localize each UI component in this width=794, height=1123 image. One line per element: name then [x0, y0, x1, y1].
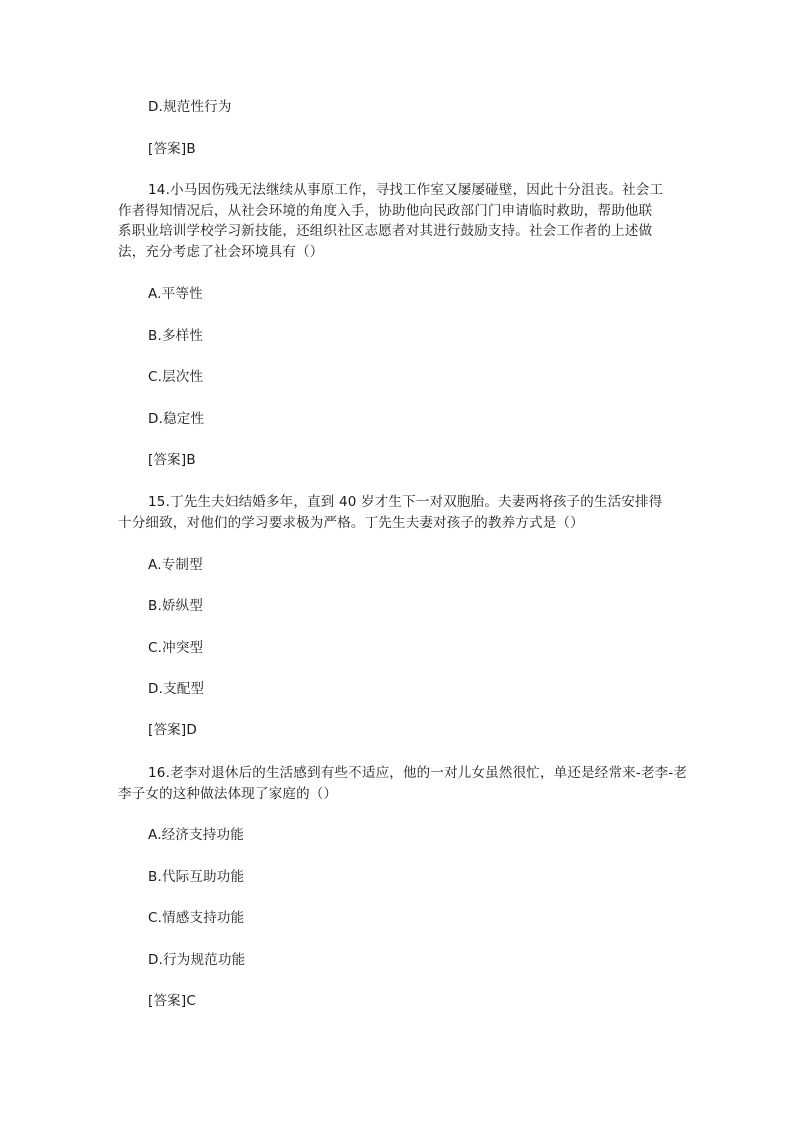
- q16-stem: [118, 763, 698, 804]
- q16-answer: [答案]C: [148, 993, 196, 1009]
- q16-option-d: D.行为规范功能: [148, 952, 246, 968]
- q16-option-a: A.经济支持功能: [148, 827, 244, 843]
- q14-option-d: D.稳定性: [148, 411, 205, 427]
- q15-option-b: B.娇纵型: [148, 598, 204, 614]
- q14-stem-line: 系职业培训学校学习新技能，还组织社区志愿者对其进行鼓励支持。社会工作者的上述做: [118, 223, 653, 239]
- q16-stem-line: 李子女的这种做法体现了家庭的（）: [118, 785, 338, 802]
- q16-option-b: B.代际互助功能: [148, 869, 245, 885]
- q14-answer: [答案]B: [148, 452, 196, 468]
- q14-stem-line: 法，充分考虑了社会环境具有（）: [118, 243, 324, 260]
- q15-option-a: A.专制型: [148, 557, 203, 573]
- q14-option-a: A.平等性: [148, 286, 203, 302]
- q15-stem-line: 十分细致，对他们的学习要求极为严格。丁先生夫妻对孩子的教养方式是（）: [118, 514, 584, 531]
- q14-option-c: C.层次性: [148, 369, 204, 385]
- q14-option-b: B.多样性: [148, 328, 204, 344]
- q13-answer: [答案]B: [148, 141, 196, 157]
- q15-stem-line: 15.丁先生夫妇结婚多年，直到 40 岁才生下一对双胞胎。夫妻两将孩子的生活安排得: [148, 494, 663, 510]
- q15-stem: [118, 492, 698, 533]
- q14-stem-line: 14.小马因伤残无法继续从事原工作，寻找工作室又屡屡碰壁，因此十分沮丧。社会工: [148, 182, 664, 198]
- q14-stem-line: 作者得知情况后，从社会环境的角度入手，协助他向民政部门门申请临时救助，帮助他联: [118, 202, 653, 219]
- q16-option-c: C.情感支持功能: [148, 910, 245, 926]
- q14-stem: [118, 180, 698, 262]
- q13-option-d: D.规范性行为: [148, 99, 232, 115]
- q15-option-d: D.支配型: [148, 681, 205, 697]
- q15-answer: [答案]D: [148, 722, 197, 738]
- q15-option-c: C.冲突型: [148, 640, 204, 656]
- q16-stem-line: 16.老李对退休后的生活感到有些不适应，他的一对儿女虽然很忙，单还是经常来-老李-老: [148, 765, 688, 781]
